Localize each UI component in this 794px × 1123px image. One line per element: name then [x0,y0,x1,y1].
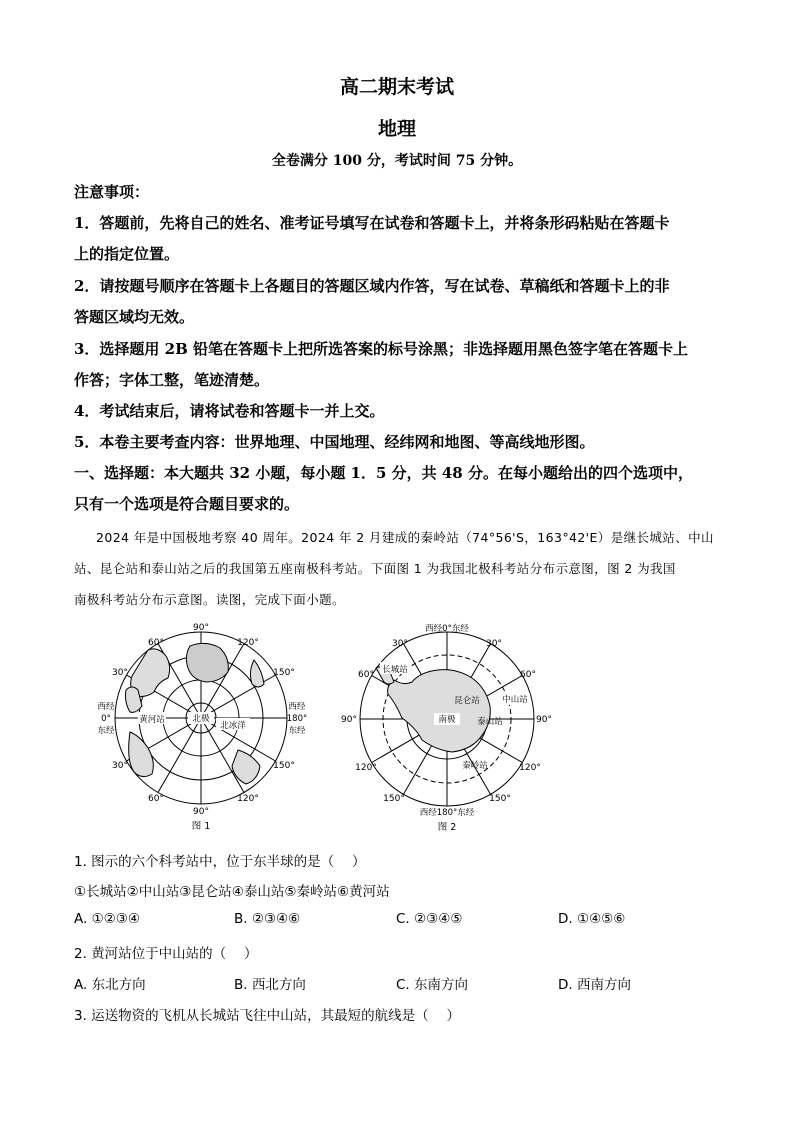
fig1-label-arctic-ocean: 北冰洋 [220,721,246,731]
fig1-lon-label: 西经 [288,702,306,712]
fig2-lon-label: 120° [355,763,377,773]
fig2-lon-label: 150° [383,794,405,804]
fig1-lon-label: 90° [193,623,209,633]
passage-line-2: 站、昆仑站和泰山站之后的我国第五座南极科考站。下面图 1 为我国北极科考站分布示意图，图 2 为我国 [74,561,676,576]
fig2-lon-label: 60° [520,670,536,680]
question-2-option-c: C. 东南方向 [396,977,469,993]
question-1-stem: 1. 图示的六个科考站中，位于东半球的是（ ） [74,854,366,870]
notes-heading: 注意事项： [74,183,150,201]
question-2-option-b: B. 西北方向 [234,977,306,993]
fig1-lon-label: 150° [273,761,295,771]
fig1-lon-label: 60° [148,638,164,648]
note-3-line-2: 作答；字体工整，笔迹清楚。 [74,371,270,389]
note-1-line-1: 1．答题前，先将自己的姓名、准考证号填写在试卷和答题卡上，并将条形码粘贴在答题卡 [74,214,670,232]
fig1-lon-label: 30° [112,761,128,771]
fig1-lon-label: 30° [112,668,128,678]
fig1-lon-label: 西经 [97,702,115,712]
exam-title: 高二期末考试 [339,76,454,98]
fig2-label-kunlun: 昆仑站 [454,696,480,706]
question-2-option-d: D. 西南方向 [558,977,631,993]
fig2-caption: 图 2 [437,822,457,833]
fig2-lon-label: 30° [486,639,502,649]
fig2-lon-label: 90° [536,715,552,725]
fig2-lon-label: 30° [392,639,408,649]
note-2-line-2: 答题区域均无效。 [74,308,195,326]
fig2-lon-label: 150° [489,794,511,804]
fig1-caption: 图 1 [191,821,211,832]
section-heading-line-1: 一、选择题：本大题共 32 小题，每小题 1．5 分，共 48 分。在每小题给出的四个选项中， [74,464,693,482]
fig2-label-changcheng: 长城站 [382,665,408,675]
fig1-lon-label: 90° [193,807,209,817]
question-2-option-a: A. 东北方向 [74,977,146,993]
fig2-lon-label: 60° [358,670,374,680]
note-3-line-1: 3．选择题用 2B 铅笔在答题卡上把所选答案的标号涂黑；非选择题用黑色签字笔在答题卡上 [74,340,689,358]
note-4: 4．考试结束后，请将试卷和答题卡一并上交。 [74,402,385,420]
passage-line-1: 2024 年是中国极地考察 40 周年。2024 年 2 月建成的秦岭站（74°56'S，163°42'E）是继长城站、中山 [96,530,714,545]
question-3-stem: 3. 运送物资的飞机从长城站飞往中山站，其最短的航线是（ ） [74,1008,460,1024]
fig1-label-north-pole: 北极 [192,714,210,724]
figure-1-arctic-map [88,620,318,835]
fig2-lon-label: 90° [341,715,357,725]
passage-line-3: 南极科考站分布示意图。读图，完成下面小题。 [74,592,345,607]
fig2-lon-label: 120° [519,763,541,773]
question-1-option-a: A. ①②③④ [74,911,140,927]
note-1-line-2: 上的指定位置。 [74,245,180,263]
subject-title: 地理 [377,118,416,140]
fig1-label-huanghe: 黄河站 [139,715,165,725]
question-1-option-c: C. ②③④⑤ [396,911,463,927]
note-5: 5．本卷主要考查内容：世界地理、中国地理、经纬网和地图、等高线地形图。 [74,433,595,451]
fig2-label-zhongshan: 中山站 [502,695,528,705]
fig2-top-label: 西经0°东经 [425,624,469,634]
question-2-stem: 2. 黄河站位于中山站的（ ） [74,946,258,962]
fig1-lon-label: 东经 [97,726,115,736]
fig1-lon-label: 东经 [288,726,306,736]
note-2-line-1: 2．请按题号顺序在答题卡上各题目的答题区域内作答，写在试卷、草稿纸和答题卡上的非 [74,277,670,295]
fig2-label-taishan: 泰山站 [477,717,503,727]
question-1-items: ①长城站②中山站③昆仑站④泰山站⑤秦岭站⑥黄河站 [74,884,390,900]
fig2-label-qinling: 秦岭站 [462,761,488,771]
fig1-lon-label: 60° [148,794,164,804]
question-1-option-b: B. ②③④⑥ [234,911,301,927]
fig1-lon-label: 120° [237,794,259,804]
fig1-lon-label: 120° [237,638,259,648]
fig1-lon-label: 0° [101,714,111,724]
fig1-lon-label: 180° [286,714,308,724]
exam-info: 全卷满分 100 分，考试时间 75 分钟。 [271,153,523,169]
figure-2-antarctic-map [336,620,558,835]
section-heading-line-2: 只有一个选项是符合题目要求的。 [74,495,300,513]
question-1-option-d: D. ①④⑤⑥ [558,911,626,927]
fig1-lon-label: 150° [273,668,295,678]
fig2-label-south-pole: 南极 [438,715,456,725]
fig2-bottom-label: 西经180°东经 [419,808,475,818]
